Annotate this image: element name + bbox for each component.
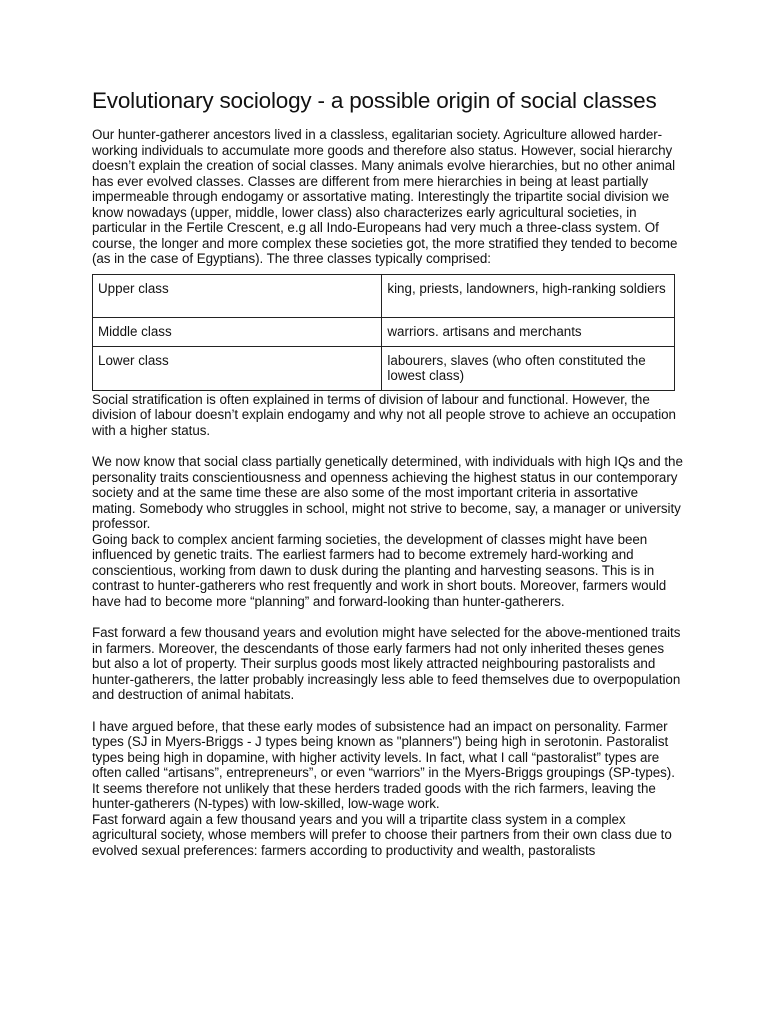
document-title: Evolutionary sociology - a possible origin of social classes xyxy=(92,88,657,113)
social-classes-table xyxy=(92,274,675,391)
body-paragraph: I have argued before, that these early modes of subsistence had an impact on personality. Farmer types (SJ in Myers-Briggs - J types being known as "planners") being high in serotonin. Pastoralist types being high in dopamine, with higher activity levels. In fact, what I call “pastoralist” types are often called “artisans”, entrepreneurs”, or even “warriors” in the Myers-Briggs groupings (SP-types). It seems therefore not unlikely that these herders traded goods with the rich farmers, leaving the hunter-gatherers (N-types) with low-skilled, low-wage work. xyxy=(92,718,675,811)
class-members-cell: labourers, slaves (who often constituted the lowest class) xyxy=(382,346,675,390)
class-name-cell: Middle class xyxy=(93,317,382,346)
document-page xyxy=(92,86,684,858)
class-members-cell: king, priests, landowners, high-ranking soldiers xyxy=(382,274,675,317)
body-paragraph: We now know that social class partially genetically determined, with individuals with high IQs and the personality traits conscientiousness and openness achieving the highest status in our contemporary society and at the same time these are also some of the most important criteria in assortative mating. Somebody who struggles in school, might not strive to become, say, a manager or university professor. xyxy=(92,454,683,531)
class-members-cell: warriors. artisans and merchants xyxy=(382,317,675,346)
body-paragraph: Fast forward a few thousand years and evolution might have selected for the above-mentioned traits in farmers. Moreover, the descendants of those early farmers had not only inherited theses genes but also a lot of property. Their surplus goods most likely attracted neighbouring pastoralists and hunter-gatherers, the latter probably increasingly less able to feed themselves due to overpopulation and destruction of animal habitats. xyxy=(92,625,681,702)
body-paragraph: Social stratification is often explained in terms of division of labour and functional. However, the division of labour doesn’t explain endogamy and why not all people strove to achieve an occupation with a higher status. xyxy=(92,391,676,438)
table-row xyxy=(93,346,675,390)
intro-paragraph: Our hunter-gatherer ancestors lived in a classless, egalitarian society. Agriculture allowed harder-working individuals to accumulate more goods and therefore also status. However, social hierarchy doesn’t explain the creation of social classes. Many animals evolve hierarchies, but no other animal has ever evolved classes. Classes are different from mere hierarchies in being at least partially impermeable through endogamy or assortative mating. Interestingly the tripartite social division we know nowadays (upper, middle, lower class) also characterizes early agricultural societies, in particular in the Fertile Crescent, e.g all Indo-Europeans had very much a three-class system. Of course, the longer and more complex these societies got, the more stratified they tended to become (as in the case of Egyptians). The three classes typically comprised: xyxy=(92,127,678,266)
table-row xyxy=(93,317,675,346)
body-paragraph: Going back to complex ancient farming societies, the development of classes might have been influenced by genetic traits. The earliest farmers had to become extremely hard-working and conscientious, working from dawn to dusk during the planting and harvesting seasons. This is in contrast to hunter-gatherers who rest frequently and work in short bouts. Moreover, farmers would have had to become more “planning” and forward-looking than hunter-gatherers. xyxy=(92,531,667,609)
class-name-cell: Lower class xyxy=(93,346,382,390)
body-paragraph: Fast forward again a few thousand years and you will a tripartite class system in a complex agricultural society, whose members will prefer to choose their partners from their own class due to evolved sexual preferences: farmers according to productivity and wealth, pastoralists xyxy=(92,811,672,858)
class-name-cell: Upper class xyxy=(93,274,382,317)
table-row xyxy=(93,274,675,317)
